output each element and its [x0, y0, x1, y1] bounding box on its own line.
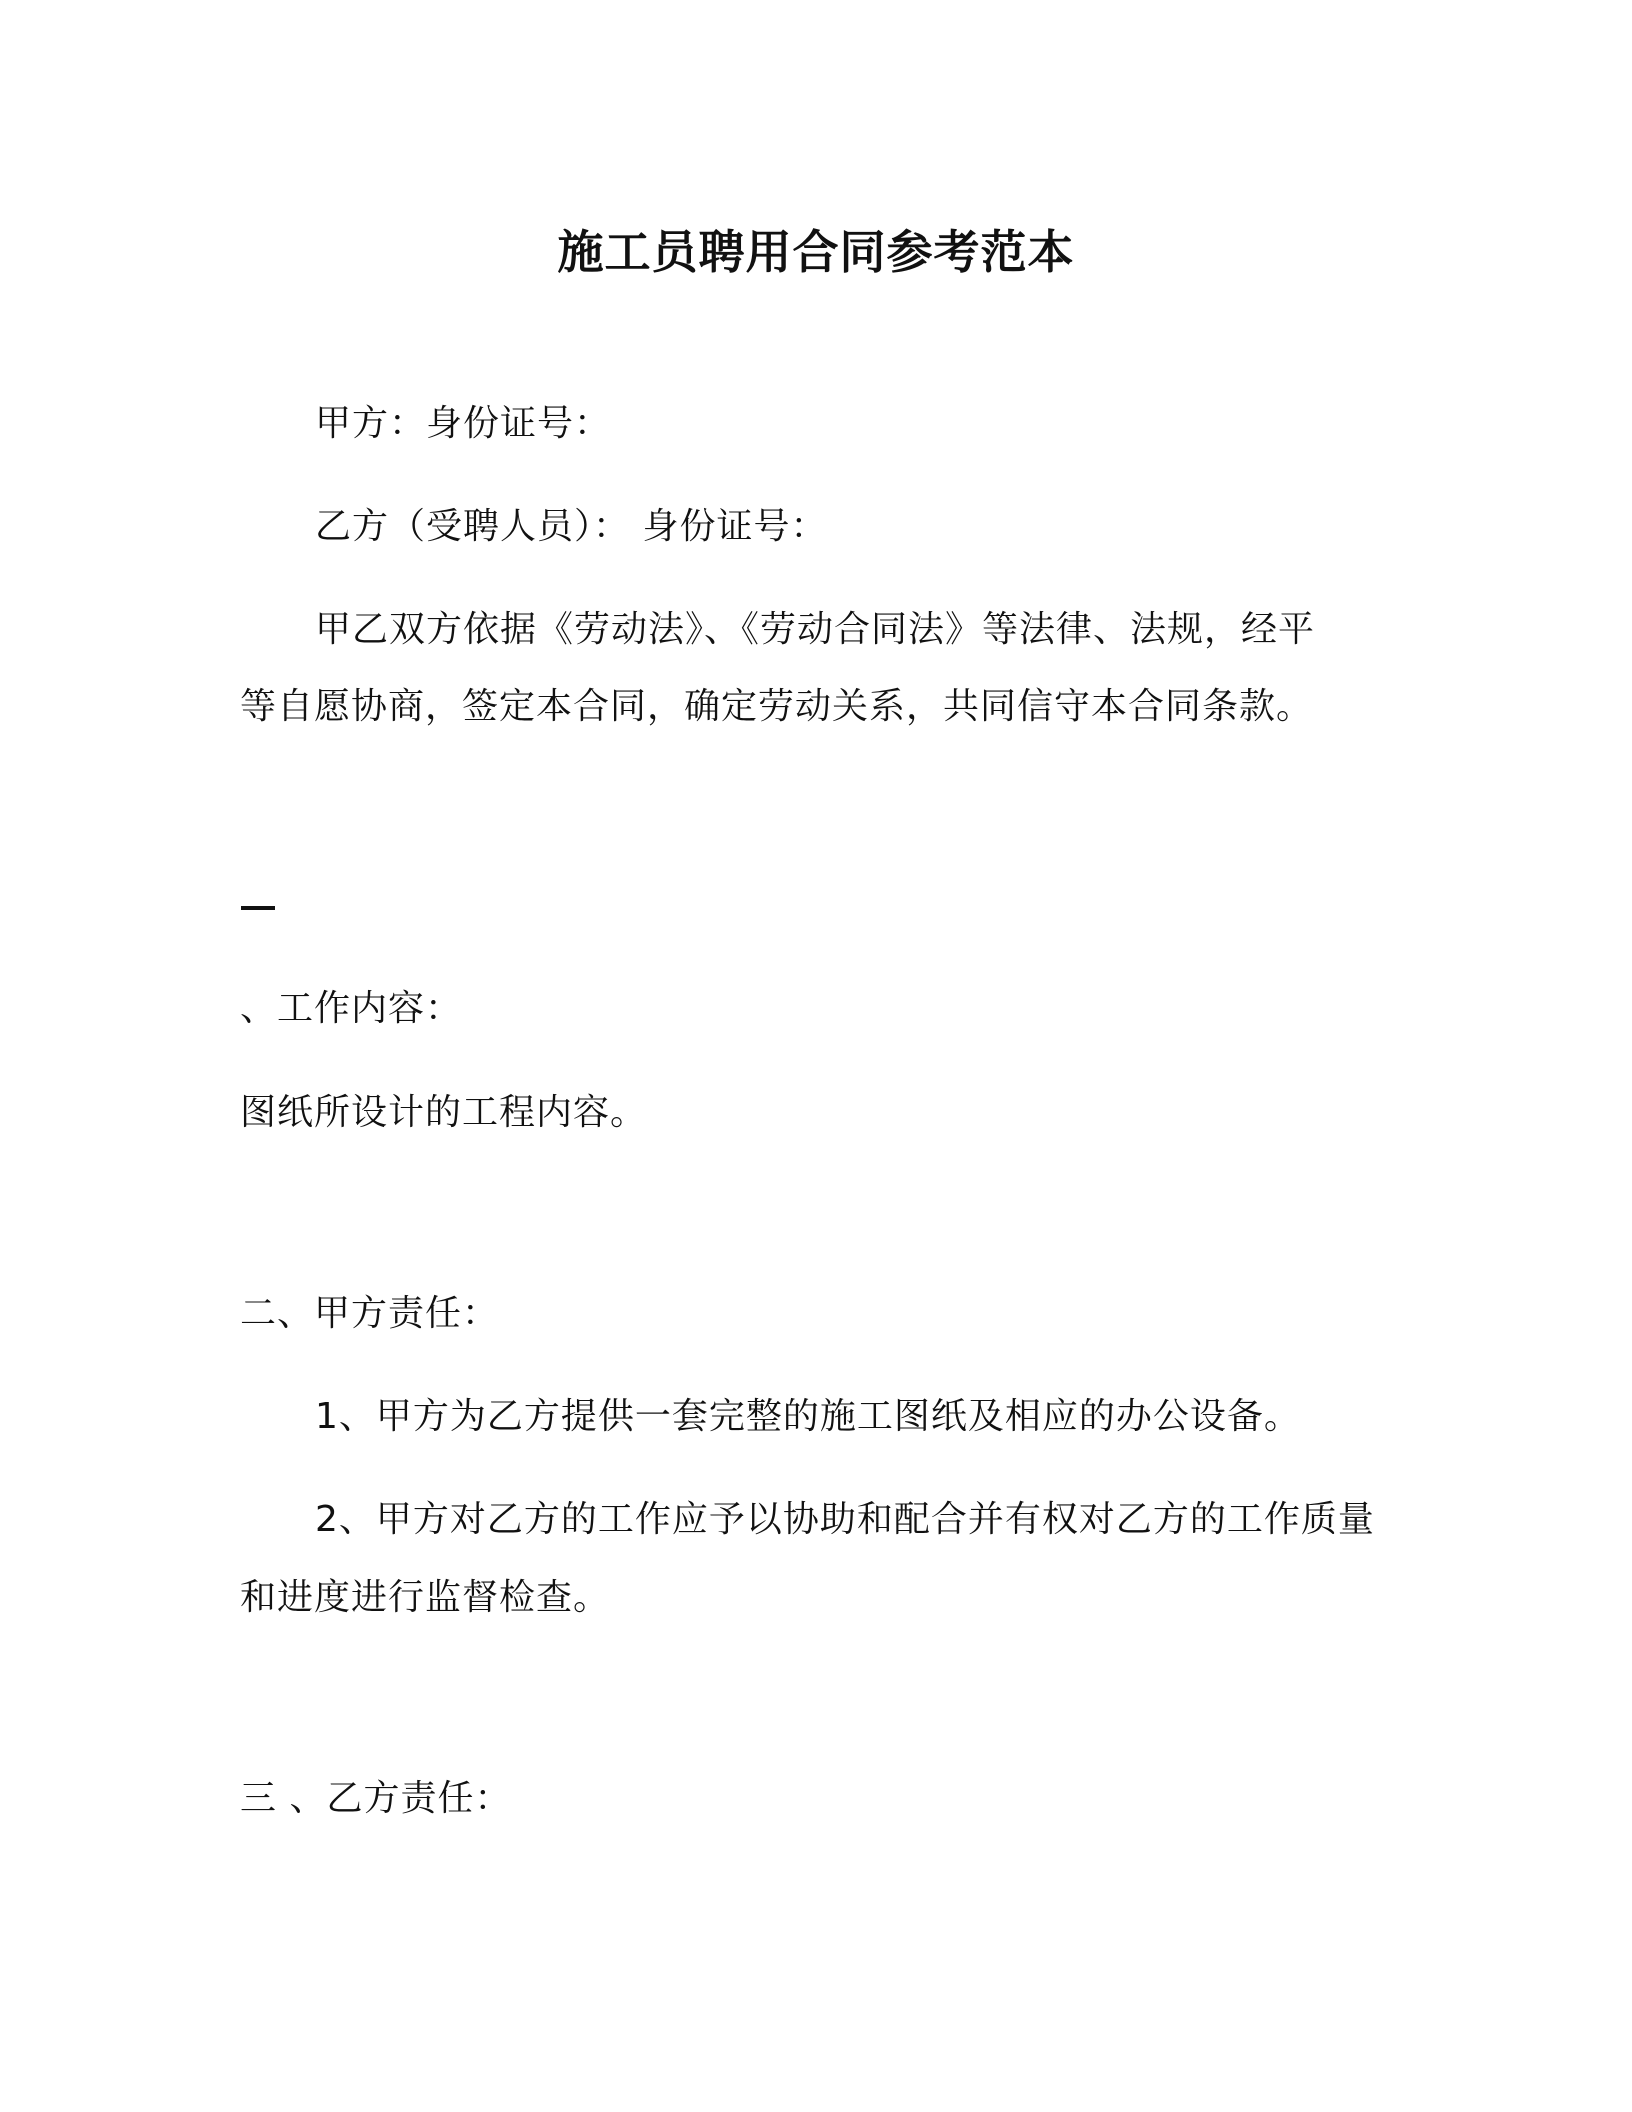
party-a-line: 甲方：身份证号：	[315, 403, 612, 444]
section-1-body: 图纸所设计的工程内容。	[240, 1092, 648, 1133]
intro-paragraph-line-2: 等自愿协商，签定本合同，确定劳动关系，共同信守本合同条款。	[240, 686, 1314, 727]
section-3-heading: 三 、乙方责任：	[240, 1778, 512, 1819]
party-b-line: 乙方（受聘人员）： 身份证号：	[315, 506, 828, 547]
section-2-item-2-line-2: 和进度进行监督检查。	[240, 1577, 611, 1618]
section-1-number-dash	[241, 906, 275, 910]
section-2-heading: 二、甲方责任：	[240, 1293, 500, 1334]
intro-paragraph-line-1: 甲乙双方依据《劳动法》、《劳动合同法》等法律、法规，经平	[315, 609, 1316, 650]
document-title: 施工员聘用合同参考范本	[557, 225, 1075, 279]
section-2-item-2-line-1: 2、甲方对乙方的工作应予以协助和配合并有权对乙方的工作质量	[315, 1499, 1375, 1540]
section-2-item-1: 1、甲方为乙方提供一套完整的施工图纸及相应的办公设备。	[315, 1396, 1301, 1437]
section-1-heading: 、工作内容：	[240, 988, 463, 1029]
